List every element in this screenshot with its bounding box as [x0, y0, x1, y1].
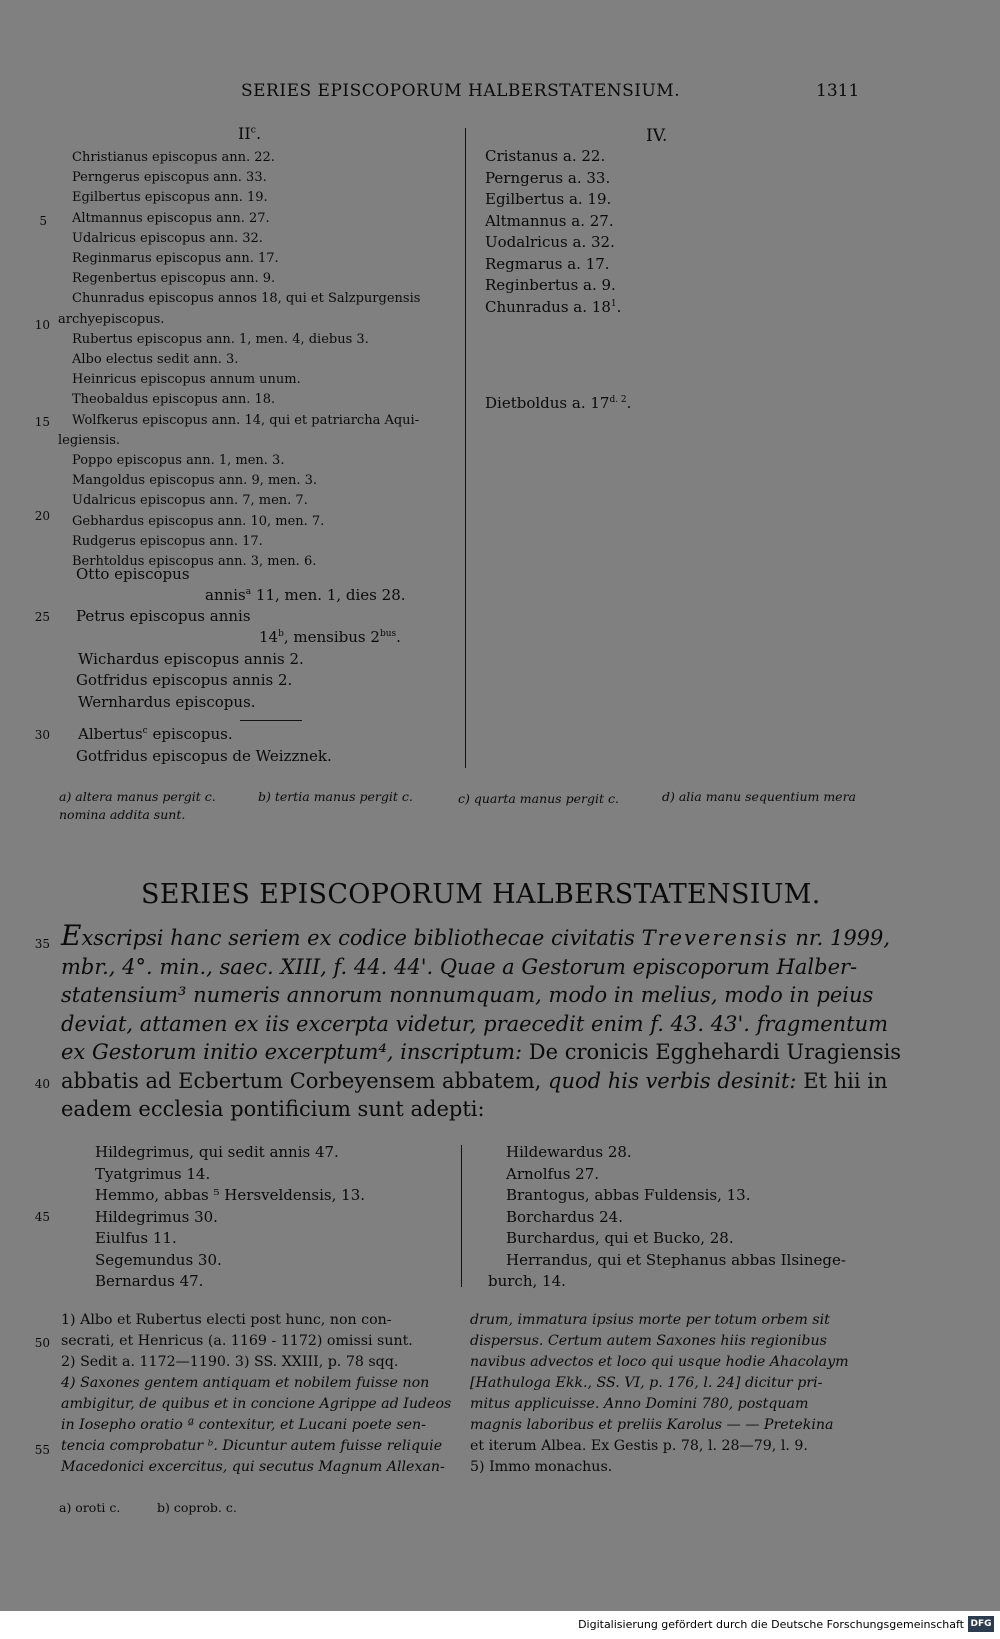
column-heading-iv: IV. [646, 126, 668, 146]
funding-text: Digitalisierung gefördert durch die Deutsche Forschungsgemeinschaft [578, 1618, 964, 1631]
list-item: Chunradus episcopus annos 18, qui et Salzpurgensis [72, 291, 421, 307]
footnote-line: et iterum Albea. Ex Gestis p. 78, l. 28—79, l. 9. [470, 1438, 808, 1454]
list-item: Christianus episcopus ann. 22. [72, 150, 275, 165]
list-item: Altmannus a. 27. [485, 211, 614, 230]
footnote-line: tencia comprobatur ᵇ. Dicuntur autem fuisse reliquie [61, 1438, 443, 1454]
list-item-gotfridus-weizznek: Gotfridus episcopus de Weizznek. [76, 747, 332, 765]
footnotes-right [470, 1310, 862, 1478]
footnote-line: drum, immatura ipsius morte per totum orbem sit [470, 1312, 830, 1328]
footnote-line: 2) Sedit a. 1172—1190. 3) SS. XXIII, p. 78 sqq. [61, 1354, 399, 1370]
line-number: 55 [34, 1443, 50, 1457]
series-list-left [95, 1142, 365, 1293]
footnote-a: a) altera manus pergit c. [59, 789, 216, 804]
footnote-line: magnis laboribus et preliis Karolus — — Pretekina [470, 1417, 834, 1433]
line-number: 45 [34, 1210, 50, 1224]
footnote-d-continued: nomina addita sunt. [59, 807, 186, 822]
list-item: Berhtoldus episcopus ann. 3, men. 6. [72, 554, 317, 570]
footnote-line: navibus advectos et loco qui usque hodie Ahacolaym [470, 1354, 849, 1370]
list-item: Hildewardus 28. [506, 1143, 632, 1161]
dfg-logo-icon: DFG [968, 1616, 994, 1632]
intro-line: eadem ecclesia pontificium sunt adepti: [61, 1097, 485, 1121]
list-item-gotfridus: Gotfridus episcopus annis 2. [76, 671, 293, 689]
intro-line: deviat, attamen ex iis excerpta videtur, praecedit enim f. 43. 43'. fragmentum [61, 1011, 889, 1036]
intro-line: abbatis ad Ecbertum Corbeyensem abbatem, quod his verbis desinit: Et hii in [61, 1068, 888, 1093]
list-item: Segemundus 30. [95, 1250, 222, 1269]
list-item: Hildegrimus, qui sedit annis 47. [95, 1143, 339, 1161]
intro-line: Exscripsi hanc seriem ex codice bibliothecae civitatis Treverensis nr. 1999, [61, 919, 891, 952]
column-divider [465, 128, 466, 768]
line-number: 15 [34, 415, 50, 429]
footnote-line: secrati, et Henricus (a. 1169 - 1172) omissi sunt. [61, 1333, 413, 1349]
list-item: Perngerus episcopus ann. 33. [72, 170, 267, 186]
list-item: Hildegrimus 30. [95, 1207, 218, 1226]
list-item: archyepiscopus. [58, 311, 165, 327]
list-item: Arnolfus 27. [506, 1164, 600, 1183]
footnote-line: in Iosepho oratio ª contexitur, et Lucani poete sen- [61, 1417, 426, 1433]
line-number: 50 [34, 1336, 50, 1350]
list-item-wichardus: Wichardus episcopus annis 2. [78, 650, 304, 668]
list-item: Egilbertus a. 19. [485, 190, 612, 208]
line-number: 5 [39, 214, 47, 228]
intro-paragraph [61, 919, 902, 1124]
line-number: 10 [34, 318, 50, 332]
footnote-line: 4) Saxones gentem antiquam et nobilem fuisse non [61, 1375, 430, 1391]
list-item: Rubertus episcopus ann. 1, men. 4, diebus 3. [72, 331, 369, 347]
list-item: Chunradus a. $18^1$. [485, 297, 622, 316]
list-item-wernhardus: Wernhardus episcopus. [78, 693, 256, 711]
footnote-d: d) alia manu sequentium mera [662, 789, 856, 804]
list-item: Altmannus episcopus ann. 27. [72, 210, 270, 226]
footnotes-left [61, 1310, 454, 1478]
list-item: Regenbertus episcopus ann. 9. [72, 271, 276, 287]
list-item-petrus: Petrus episcopus annis [76, 607, 251, 625]
line-number: 35 [34, 937, 50, 951]
subnote-a: a) oroti c. [59, 1500, 121, 1515]
footnote-c: c) quarta manus pergit c. [458, 791, 619, 806]
list-item: burch, 14. [488, 1272, 566, 1290]
list-item-otto: Otto episcopus [76, 565, 190, 583]
section-title: SERIES EPISCOPORUM HALBERSTATENSIUM. [141, 879, 821, 910]
list-item: Wolfkerus episcopus ann. 14, qui et patriarcha Aqui- [72, 412, 420, 428]
list-item: Theobaldus episcopus ann. 18. [72, 392, 276, 408]
line-number: 25 [34, 610, 50, 624]
list-item: Poppo episcopus ann. 1, men. 3. [72, 453, 285, 469]
list-item-dietboldus: Dietboldus a. $17^{d. 2}$. [485, 394, 632, 412]
list-item: Bernardus 47. [95, 1272, 204, 1290]
list-item: Udalricus episcopus ann. 32. [72, 230, 263, 246]
list-item: Tyatgrimus 14. [95, 1164, 211, 1183]
list-item: Udalricus episcopus ann. 7, men. 7. [72, 493, 308, 509]
list-item: legiensis. [58, 432, 121, 448]
footnote-line: ambigitur, de quibus et in concione Agrippe ad Iudeos [61, 1396, 452, 1412]
list-item: Herrandus, qui et Stephanus abbas Ilsinege- [506, 1250, 846, 1269]
funding-banner [0, 1611, 1000, 1639]
intro-line: ex Gestorum initio excerptum⁴, inscriptum: De cronicis Egghehardi Uragiensis [61, 1040, 902, 1064]
footnote-b: b) tertia manus pergit c. [258, 789, 413, 804]
list-column-divider [461, 1145, 462, 1287]
footnote-line: [Hathuloga Ekk., SS. VI, p. 176, l. 24] dicitur pri- [470, 1375, 823, 1391]
column-heading-ii: $II^c$. [238, 124, 262, 143]
footnote-line: 1) Albo et Rubertus electi post hunc, non con- [61, 1312, 392, 1328]
list-item: Brantogus, abbas Fuldensis, 13. [506, 1186, 751, 1204]
list-item-otto-years: annis$^a$ 11, men. 1, dies 28. [205, 586, 406, 604]
list-item: Borchardus 24. [506, 1207, 623, 1226]
list-item: Uodalricus a. 32. [485, 233, 615, 251]
list-item: Egilbertus episcopus ann. 19. [72, 190, 268, 206]
list-item: Eiulfus 11. [95, 1229, 177, 1247]
list-item: Heinricus episcopus annum unum. [72, 372, 301, 388]
bishops-list-column-ii [58, 148, 421, 572]
list-item: Perngerus a. 33. [485, 168, 611, 187]
list-item: Cristanus a. 22. [485, 147, 606, 165]
series-list-right [488, 1142, 846, 1293]
line-number: 20 [34, 509, 50, 523]
line-number: 30 [34, 728, 50, 742]
footnote-line: mitus applicuisse. Anno Domini 780, postquam [470, 1396, 809, 1412]
running-title: SERIES EPISCOPORUM HALBERSTATENSIUM. [241, 81, 681, 101]
intro-line: statensium³ numeris annorum nonnumquam, modo in melius, modo in peius [61, 983, 874, 1007]
list-item-albertus: Albertus$^c$ episcopus. [78, 725, 233, 743]
line-number: 40 [34, 1077, 50, 1091]
list-item: Reginmarus episcopus ann. 17. [72, 251, 279, 267]
list-item: Rudgerus episcopus ann. 17. [72, 533, 263, 549]
bishops-list-column-iv [485, 146, 621, 318]
subnote-b: b) coprob. c. [157, 1500, 237, 1515]
list-item: Albo electus sedit ann. 3. [72, 352, 239, 368]
divider-rule [240, 720, 302, 721]
list-item: Reginbertus a. 9. [485, 276, 616, 294]
footnote-line: 5) Immo monachus. [470, 1459, 613, 1475]
list-item: Burchardus, qui et Bucko, 28. [506, 1229, 734, 1247]
list-item: Hemmo, abbas ⁵ Hersveldensis, 13. [95, 1186, 366, 1204]
list-item: Gebhardus episcopus ann. 10, men. 7. [72, 513, 325, 529]
page-number: 1311 [816, 81, 860, 101]
list-item: Regmarus a. 17. [485, 254, 610, 273]
footnote-line: Macedonici excercitus, qui secutus Magnum Allexan- [61, 1459, 445, 1475]
list-item: Mangoldus episcopus ann. 9, men. 3. [72, 473, 318, 489]
footnote-line: dispersus. Certum autem Saxones hiis regionibus [470, 1333, 827, 1349]
list-item-petrus-years: 14$^b$, mensibus $2^{bus}$. [259, 628, 401, 646]
intro-line: mbr., 4°. min., saec. XIII, f. 44. 44'. Quae a Gestorum episcoporum Halber- [61, 954, 858, 979]
